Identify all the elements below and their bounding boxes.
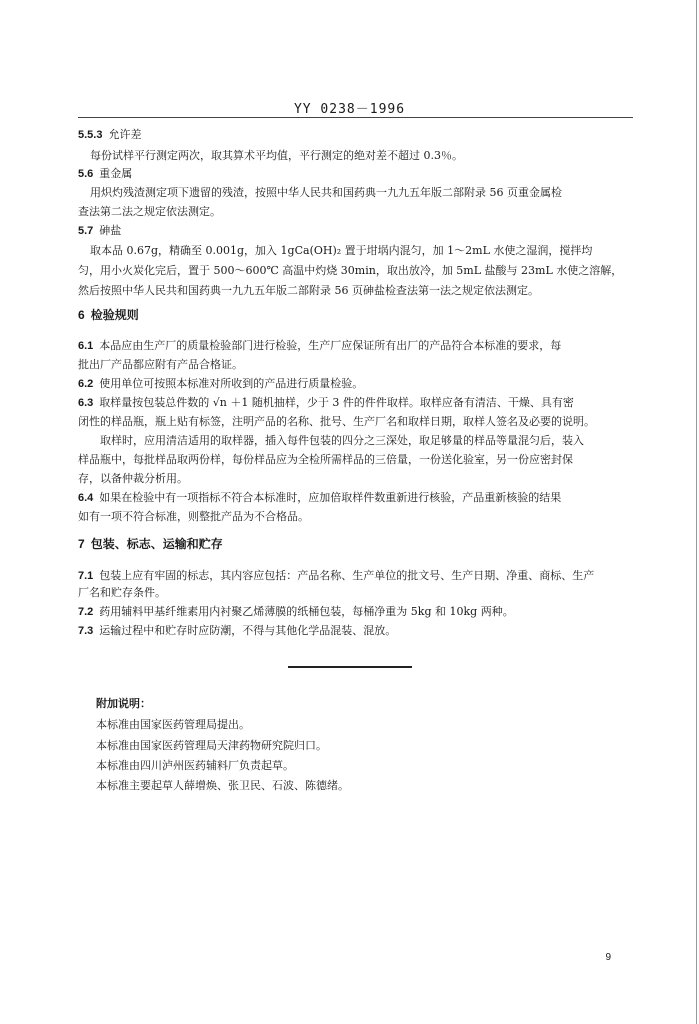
section-title: 检验规则 [90, 308, 139, 322]
section-5-7-line-1: 取本品 0.67g，精确至 0.001g，加入 1gCa(OH)₂ 置于坩埚内混匀，加 1～2mL 水使之湿润，搅拌均 [90, 244, 593, 257]
section-6-4-line-2: 如有一项不符合标准，则整批产品为不合格品。 [78, 510, 309, 523]
section-6-3-line-1 [78, 396, 634, 410]
section-text: 包装上应有牢固的标志，其内容应包括：产品名称、生产单位的批文号、生产日期、净重、商标、生产 [99, 569, 595, 582]
section-6-2 [78, 377, 634, 391]
section-7-1-line-1 [78, 569, 634, 583]
section-5-7-line-3: 然后按照中华人民共和国药典一九九五年版二部附录 56 页砷盐检查法第一法之规定依法测定。 [78, 284, 539, 297]
section-number: 7.3 [78, 625, 94, 637]
section-text: 药用辅料甲基纤维素用内衬聚乙烯薄膜的纸桶包装，每桶净重为 5kg 和 10kg 两种。 [99, 605, 514, 618]
header-rule [78, 117, 633, 118]
section-title: 砷盐 [99, 224, 122, 237]
section-5-5-3-heading [78, 128, 634, 142]
section-number: 5.6 [78, 168, 94, 180]
end-rule [288, 666, 412, 668]
section-number: 6.4 [78, 492, 94, 504]
note-line-4: 本标准主要起草人薛增焕、张卫民、石波、陈德绪。 [96, 779, 349, 792]
section-number: 6.1 [78, 340, 94, 352]
section-5-6-line-1: 用炽灼残渣测定项下遗留的残渣，按照中华人民共和国药典一九九五年版二部附录 56 页重金属检 [90, 186, 562, 199]
page-number: 9 [605, 952, 611, 963]
section-title: 包装、标志、运输和贮存 [90, 537, 223, 551]
section-7-heading [78, 537, 634, 551]
section-5-6-line-2: 查法第二法之规定依法测定。 [78, 205, 221, 218]
section-number: 6.3 [78, 397, 94, 409]
section-6-heading [78, 308, 634, 322]
section-number: 5.5.3 [78, 129, 103, 141]
note-line-2: 本标准由国家医药管理局天津药物研究院归口。 [96, 739, 327, 752]
notes-title: 附加说明： [96, 697, 151, 710]
section-title: 允许差 [108, 128, 142, 141]
section-number: 6 [78, 308, 85, 322]
section-number: 7 [78, 537, 85, 551]
section-7-2 [78, 605, 634, 619]
section-text: 如果在检验中有一项指标不符合本标准时，应加倍取样件数重新进行核验，产品重新核验的结果 [99, 491, 562, 504]
section-5-6-heading [78, 167, 634, 181]
section-number: 5.7 [78, 225, 94, 237]
section-6-4-line-1 [78, 491, 634, 505]
section-number: 6.2 [78, 378, 94, 390]
section-text: 取样量按包装总件数的 √n ＋1 随机抽样，少于 3 件的件件取样。取样应备有清洁、干燥、具有密 [99, 396, 574, 409]
section-7-1-line-2: 厂名和贮存条件。 [78, 586, 166, 599]
section-6-3-line-5: 存，以备仲裁分析用。 [78, 472, 188, 485]
note-line-3: 本标准由四川泸州医药辅料厂负责起草。 [96, 759, 294, 772]
section-text: 本品应由生产厂的质量检验部门进行检验，生产厂应保证所有出厂的产品符合本标准的要求，每 [99, 339, 562, 352]
scan-edge [696, 0, 697, 1024]
section-number: 7.2 [78, 606, 94, 618]
section-text: 运输过程中和贮存时应防潮，不得与其他化学品混装、混放。 [99, 624, 397, 637]
section-text: 使用单位可按照本标准对所收到的产品进行质量检验。 [99, 377, 364, 390]
section-5-7-line-2: 匀，用小火炭化完后，置于 500～600℃ 高温中灼烧 30min，取出放冷，加 5mL 盐酸与 23mL 水使之溶解， [78, 264, 623, 277]
section-7-3 [78, 624, 634, 638]
section-6-1-line-2: 批出厂产品都应附有产品合格证。 [78, 358, 243, 371]
section-6-3-line-4: 样品瓶中，每批样品取两份样，每份样品应为全检所需样品的三倍量，一份送化验室，另一份应密封保 [78, 453, 573, 466]
note-line-1: 本标准由国家医药管理局提出。 [96, 718, 250, 731]
section-5-7-heading [78, 224, 634, 238]
section-title: 重金属 [99, 167, 133, 180]
section-number: 7.1 [78, 570, 94, 582]
section-5-5-3-body: 每份试样平行测定两次，取其算术平均值，平行测定的绝对差不超过 0.3％。 [90, 149, 463, 162]
section-6-3-line-2: 闭性的样品瓶，瓶上贴有标签，注明产品的名称、批号、生产厂名和取样日期，取样人签名及必要的说明。 [78, 415, 595, 428]
section-6-3-line-3: 取样时，应用清洁适用的取样器，插入每件包装的四分之三深处，取足够量的样品等量混匀后，装入 [100, 434, 584, 447]
standard-header: YY 0238－1996 [293, 102, 406, 117]
section-6-1-line-1 [78, 339, 634, 353]
